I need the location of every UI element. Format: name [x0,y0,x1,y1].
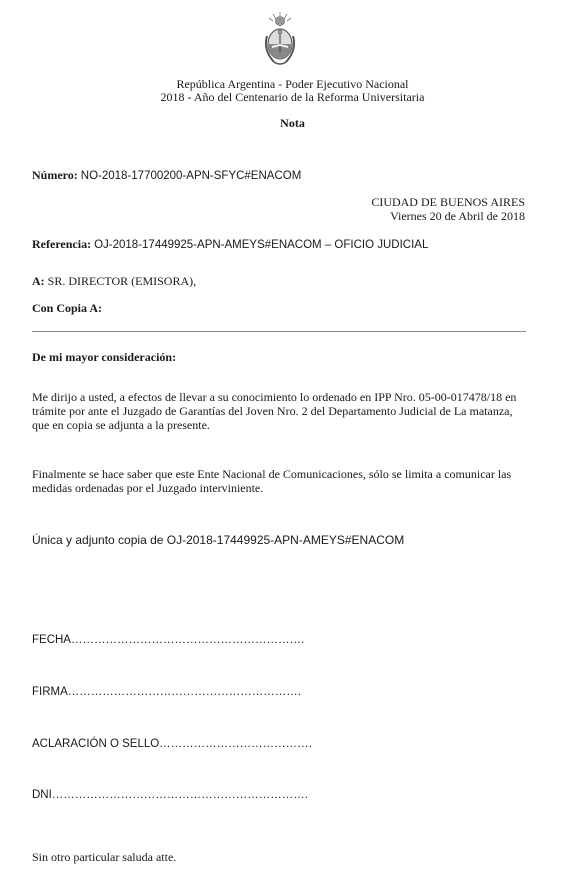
numero-label: Número: [32,168,78,182]
field-fecha: FECHA……………………………………………………. [32,634,305,646]
field-firma: FIRMA……………………………………………………. [32,686,301,698]
field-aclaracion: ACLARACIÓN O SELLO…………………………………. [32,738,312,750]
destinatario-value: SR. DIRECTOR (EMISORA), [47,274,197,288]
salutation: De mi mayor consideración: [32,350,177,364]
destinatario-row [32,274,196,289]
date: Viernes 20 de Abril de 2018 [390,209,525,223]
referencia-value: OJ-2018-17449925-APN-AMEYS#ENACOM – OFICIO JUDICIAL [94,239,429,251]
destinatario-label: A: [32,274,45,288]
paragraph-1: Me dirijo a usted, a efectos de llevar a su conocimiento lo ordenado en IPP Nro. 05-00-017478/18 en trámite por ante el Juzgado de Garantías del Joven Nro. 2 del Departamento Judicial de La matanza, que en copia se adjunta a la presente. [32,390,517,432]
numero-value: NO-2018-17700200-APN-SFYC#ENACOM [80,170,302,182]
referencia-label: Referencia: [32,237,92,251]
copia-label: Con Copia A: [32,301,103,315]
coat-of-arms-icon [260,10,300,72]
document-type: Nota [280,116,305,130]
city: CIUDAD DE BUENOS AIRES [371,195,525,209]
paragraph-2: Finalmente se hace saber que este Ente Nacional de Comunicaciones, sólo se limita a comunicar las medidas ordenadas por el Juzgado interviniente. [32,467,512,495]
paragraph-3: Única y adjunto copia de OJ-2018-17449925-APN-AMEYS#ENACOM [32,533,405,547]
numero-row [32,168,301,183]
field-dni: DNI…………………………………………………………. [32,789,308,801]
header-line-2: 2018 - Año del Centenario de la Reforma Universitaria [160,90,425,104]
header-line-1: República Argentina - Poder Ejecutivo Nacional [176,77,409,91]
referencia-row [32,237,428,252]
divider [32,331,526,332]
closing: Sin otro particular saluda atte. [32,850,177,864]
